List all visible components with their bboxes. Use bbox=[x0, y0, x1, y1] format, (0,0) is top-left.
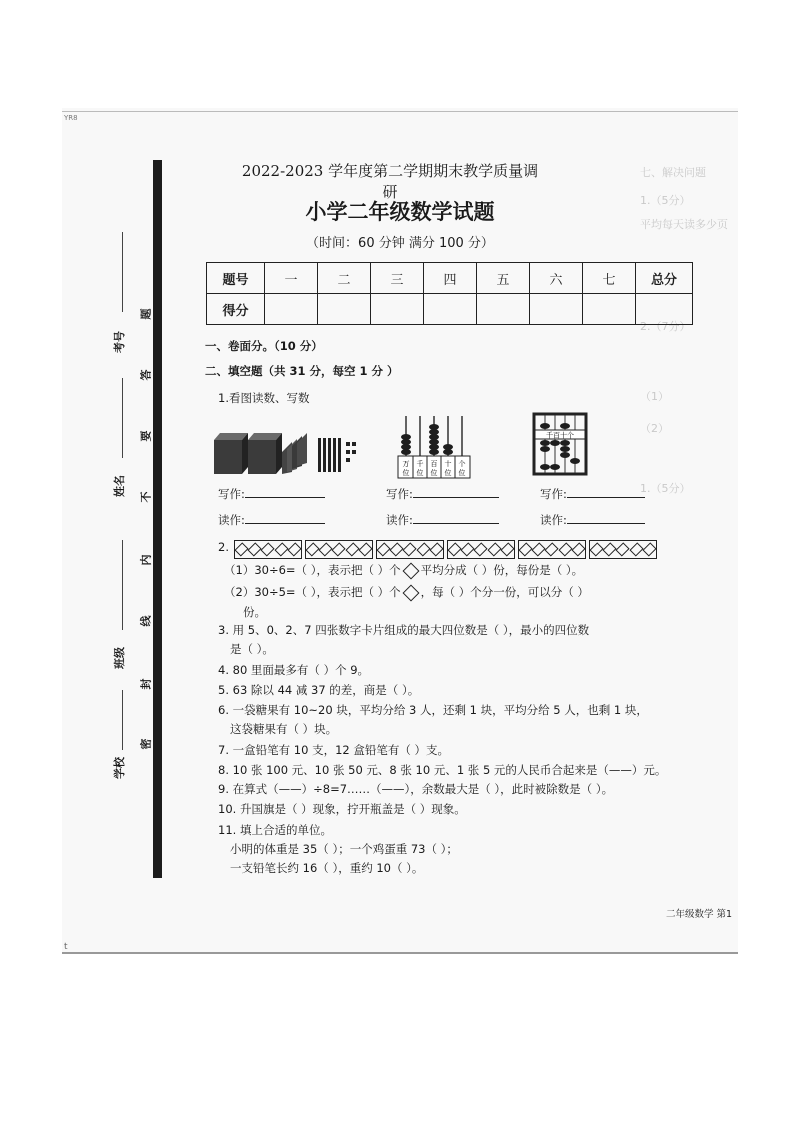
name-line bbox=[122, 378, 123, 458]
school-line bbox=[122, 690, 123, 750]
read-label: 读作: bbox=[386, 513, 413, 527]
write-label: 写作: bbox=[218, 487, 245, 501]
column-header: 三 bbox=[371, 263, 424, 294]
school-label: 学校 bbox=[113, 757, 126, 779]
q2-number: 2. bbox=[218, 540, 229, 554]
write-label: 写作: bbox=[540, 487, 567, 501]
bead bbox=[570, 458, 580, 464]
bead bbox=[540, 440, 550, 446]
bleed-line: 七、解决问题 bbox=[640, 166, 706, 179]
place-label: 个 bbox=[458, 460, 466, 468]
exam-time-score: （时间：60 分钟 满分 100 分） bbox=[306, 236, 494, 251]
diamond-group bbox=[447, 540, 515, 559]
total-header: 总分 bbox=[636, 263, 693, 294]
read-answer-3[interactable] bbox=[540, 512, 645, 528]
name-label: 姓名 bbox=[113, 475, 126, 497]
bead bbox=[560, 423, 570, 429]
write-label: 写作: bbox=[386, 487, 413, 501]
read-answer-2[interactable] bbox=[386, 512, 499, 528]
column-header: 一 bbox=[265, 263, 318, 294]
score-cell[interactable] bbox=[636, 294, 693, 325]
place-unit: 位 bbox=[444, 469, 452, 477]
exam-title: 小学二年级数学试题 bbox=[305, 199, 495, 224]
score-cell[interactable] bbox=[477, 294, 530, 325]
seal-char: 要 bbox=[139, 430, 153, 442]
bead bbox=[560, 446, 570, 452]
ten-rods bbox=[318, 438, 341, 472]
seal-char: 封 bbox=[139, 678, 153, 690]
place-label: 千 bbox=[416, 460, 424, 468]
class-line bbox=[122, 540, 123, 630]
scan-top-edge bbox=[62, 111, 738, 112]
exam-period-title: 2022-2023 学年度第二学期期末教学质量调研 bbox=[241, 162, 539, 201]
seal-char: 内 bbox=[139, 554, 153, 566]
row-label-score: 得分 bbox=[207, 294, 265, 325]
score-cell[interactable] bbox=[530, 294, 583, 325]
column-header: 七 bbox=[583, 263, 636, 294]
write-answer-3[interactable] bbox=[540, 486, 645, 502]
bleed-line: （1） bbox=[640, 390, 669, 403]
bead bbox=[560, 452, 570, 458]
place-label: 十 bbox=[444, 460, 452, 468]
place-unit: 位 bbox=[416, 469, 424, 477]
q2-part2-b: ，每（ ）个分一份，可以分（ ） bbox=[420, 585, 589, 599]
scan-bottom-edge bbox=[62, 952, 738, 954]
q8: 8. 10 张 100 元、10 张 50 元、8 张 10 元、1 张 5 元的人民币合起来是（——）元。 bbox=[218, 763, 667, 777]
seal-char: 答 bbox=[139, 369, 153, 381]
bead bbox=[540, 446, 550, 452]
counting-frame-figure bbox=[396, 412, 472, 480]
read-label: 读作: bbox=[218, 513, 245, 527]
diamond-icon bbox=[402, 562, 419, 579]
bead bbox=[401, 434, 411, 440]
bleed-line: 2.（7分） bbox=[640, 320, 691, 333]
row-label-question-no: 题号 bbox=[207, 263, 265, 294]
bead bbox=[540, 423, 550, 429]
q3-line2: 是（ ）。 bbox=[230, 642, 274, 656]
diamond-groups bbox=[234, 540, 657, 559]
place-label: 万 bbox=[402, 460, 410, 468]
bleed-line: 平均每天读多少页 bbox=[640, 218, 728, 231]
diamond-icon bbox=[402, 584, 419, 601]
diamond-group bbox=[234, 540, 302, 559]
binding-bar bbox=[153, 160, 162, 878]
column-header: 四 bbox=[424, 263, 477, 294]
base-ten-blocks-figure bbox=[210, 428, 370, 476]
abacus-beam-label: 千百十个 bbox=[546, 431, 574, 440]
bead bbox=[540, 464, 550, 470]
score-table bbox=[206, 262, 693, 325]
q6-line2: 这袋糖果有（ ）块。 bbox=[230, 722, 338, 736]
write-answer-2[interactable] bbox=[386, 486, 499, 502]
abacus-figure bbox=[532, 412, 588, 476]
bleed-line: 1.（5分） bbox=[640, 194, 691, 207]
unit-cubes bbox=[346, 442, 356, 462]
score-cell[interactable] bbox=[583, 294, 636, 325]
place-label: 百 bbox=[430, 460, 438, 468]
bleed-line: 1.（5分） bbox=[640, 482, 691, 495]
q11-line1: 小明的体重是 35（ ）；一个鸡蛋重 73（ ）； bbox=[230, 842, 458, 856]
score-cell[interactable] bbox=[371, 294, 424, 325]
q3-line1: 3. 用 5、0、2、7 四张数字卡片组成的最大四位数是（ ），最小的四位数 bbox=[218, 623, 590, 637]
q2-part1-a: （1）30÷6=（ ），表示把（ ）个 bbox=[224, 563, 401, 577]
score-cell[interactable] bbox=[265, 294, 318, 325]
bead bbox=[429, 424, 439, 430]
thousand-cube bbox=[248, 433, 282, 474]
corner-mark: YR8 bbox=[64, 114, 78, 122]
q1-prompt: 1.看图读数、写数 bbox=[218, 391, 310, 405]
score-cell[interactable] bbox=[318, 294, 371, 325]
page-footer: 二年级数学 第1 bbox=[666, 909, 733, 920]
q7: 7. 一盒铅笔有 10 支，12 盒铅笔有（ ）支。 bbox=[218, 743, 450, 757]
q2-part2-a: （2）30÷5=（ ），表示把（ ）个 bbox=[224, 585, 401, 599]
diamond-group bbox=[589, 540, 657, 559]
diamond-group bbox=[305, 540, 373, 559]
q2-part1-b: 平均分成（ ）份，每份是（ ）。 bbox=[420, 563, 584, 577]
bead bbox=[550, 464, 560, 470]
bead bbox=[550, 440, 560, 446]
seal-char: 题 bbox=[139, 308, 153, 320]
score-cell[interactable] bbox=[424, 294, 477, 325]
q11-line2: 一支铅笔长约 16（ ），重约 10（ ）。 bbox=[230, 861, 424, 875]
q2-part2-end: 份。 bbox=[243, 605, 266, 619]
exam-no-label: 考号 bbox=[113, 331, 126, 353]
q11: 11. 填上合适的单位。 bbox=[218, 823, 332, 837]
q9: 9. 在算式（——）÷8=7……（——），余数最大是（ ），此时被除数是（ ）。 bbox=[218, 782, 614, 796]
bead bbox=[443, 444, 453, 450]
q4: 4. 80 里面最多有（ ）个 9。 bbox=[218, 663, 370, 677]
column-header: 五 bbox=[477, 263, 530, 294]
q2-part1 bbox=[224, 562, 583, 578]
exam-no-line bbox=[122, 232, 123, 312]
bead bbox=[560, 440, 570, 446]
q5: 5. 63 除以 44 减 37 的差，商是（ ）。 bbox=[218, 683, 420, 697]
q10: 10. 升国旗是（ ）现象，拧开瓶盖是（ ）现象。 bbox=[218, 802, 466, 816]
read-answer-1[interactable] bbox=[218, 512, 325, 528]
class-label: 班级 bbox=[113, 647, 126, 669]
diamond-group bbox=[518, 540, 586, 559]
section-1-heading: 一、卷面分。（10 分） bbox=[205, 339, 323, 353]
read-label: 读作: bbox=[540, 513, 567, 527]
place-unit: 位 bbox=[402, 469, 410, 477]
bleed-line: （2） bbox=[640, 422, 669, 435]
thousand-cube bbox=[214, 433, 248, 474]
seal-char: 密 bbox=[139, 738, 153, 750]
diamond-group bbox=[376, 540, 444, 559]
seal-char: 不 bbox=[139, 491, 153, 503]
column-header: 六 bbox=[530, 263, 583, 294]
q2-part2 bbox=[224, 584, 589, 600]
q6-line1: 6. 一袋糖果有 10~20 块，平均分给 3 人，还剩 1 块，平均分给 5 人，也剩 1 块， bbox=[218, 703, 648, 717]
seal-char: 线 bbox=[139, 615, 153, 627]
hundred-flats bbox=[282, 433, 307, 474]
place-unit: 位 bbox=[458, 469, 466, 477]
write-answer-1[interactable] bbox=[218, 486, 325, 502]
column-header: 二 bbox=[318, 263, 371, 294]
tick-mark: t bbox=[64, 942, 68, 952]
place-unit: 位 bbox=[430, 469, 438, 477]
section-2-heading: 二、填空题（共 31 分，每空 1 分 ） bbox=[205, 364, 399, 378]
